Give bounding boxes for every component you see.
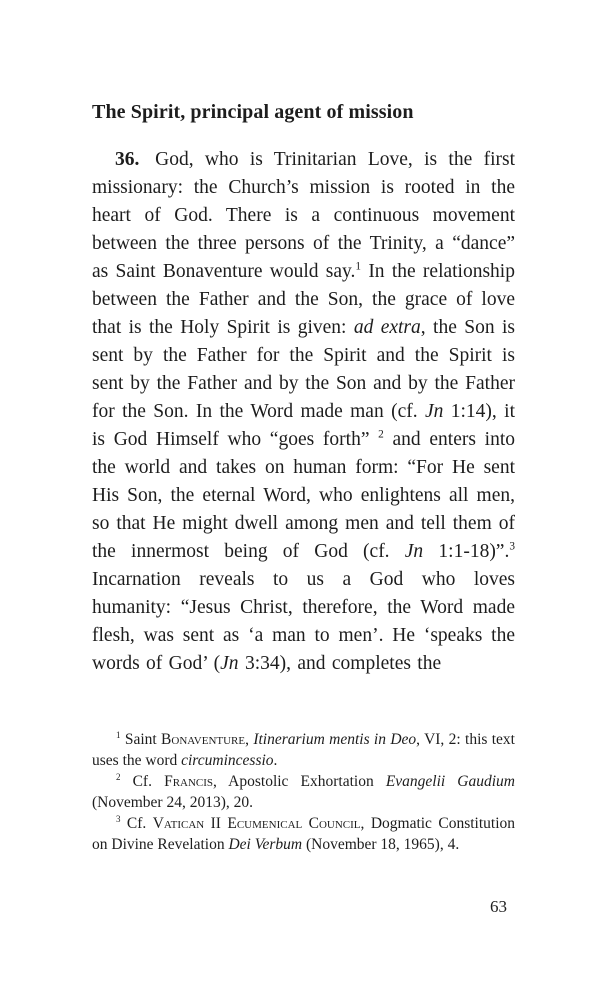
- text-run: Evangelii Gaudium: [385, 773, 515, 790]
- text-run: Vatican II Ecumenical Council: [152, 815, 361, 832]
- text-run: Incarnation reveals to us a God who loves humanity: “Jesus Christ, therefore, the Word made flesh, was sent as ‘a man to men’. He ‘speaks the words of God’ (: [92, 569, 515, 674]
- text-run: Itinerarium mentis in Deo: [253, 731, 417, 748]
- text-run: Jn: [424, 401, 444, 422]
- text-run: In the relationship between the Father and the Son, the grace of love that is the Holy Spirit is given:: [92, 261, 515, 338]
- text-run: circumincessio: [181, 752, 274, 769]
- text-run: Bonaventure: [161, 731, 246, 748]
- text-run: ,: [245, 731, 254, 748]
- footnote-marker: 1: [355, 260, 362, 273]
- footnote-marker: 3: [116, 813, 121, 824]
- text-run: , Apostolic Exhortation: [213, 773, 386, 790]
- text-run: Cf.: [120, 815, 153, 832]
- footnote-marker: 1: [116, 729, 121, 740]
- paragraph-36: [92, 146, 515, 678]
- text-run: 36.: [115, 149, 140, 170]
- text-run: God, who is Trinitarian Love, is the first missionary: the Church’s mission is rooted in the heart of God. There is a continuous movement between the three persons of the Trinity, a “dance” as Saint Bonaventure would say.: [92, 149, 515, 282]
- text-run: Dei Verbum: [228, 836, 303, 853]
- text-run: (November 18, 1965), 4.: [302, 836, 460, 853]
- text-run: 1:1-18)”.: [423, 541, 510, 562]
- text-run: Francis: [164, 773, 214, 790]
- text-run: 3:34), and completes the: [238, 653, 442, 674]
- footnote-marker: 3: [509, 540, 515, 553]
- text-run: .: [273, 752, 278, 769]
- footnote-marker: 2: [378, 428, 384, 441]
- text-run: , the Son is sent by the Father for the Spirit and the Spirit is sent by the Father and by the Son and by the Father for the Son. In the Word made man (cf.: [92, 317, 515, 422]
- footnote: [92, 813, 515, 855]
- text-run: (November 24, 2013), 20.: [92, 794, 253, 811]
- text-run: , VI, 2: this text uses the word: [92, 731, 515, 769]
- text-run: ad extra: [353, 317, 421, 338]
- text-run: , Dogmatic Constitution on Divine Revelation: [92, 815, 516, 853]
- footnote-marker: 2: [116, 771, 121, 782]
- section-heading: The Spirit, principal agent of mission: [92, 101, 414, 123]
- text-run: Cf.: [120, 773, 165, 790]
- text-run: and enters into the world and takes on human form: “For He sent His Son, the eternal Word, who enlightens all men, so that He might dwell among men and tell them of the innermost being of God (cf.: [92, 429, 515, 562]
- footnote: [92, 771, 515, 813]
- text-run: Jn: [404, 541, 424, 562]
- page-number: 63: [490, 897, 507, 916]
- text-run: Jn: [220, 653, 239, 674]
- text-run: Saint: [120, 731, 162, 748]
- footnotes-section: [92, 729, 515, 855]
- text-run: 1:14), it is God Himself who “goes forth”: [92, 401, 516, 450]
- footnote: [92, 729, 515, 771]
